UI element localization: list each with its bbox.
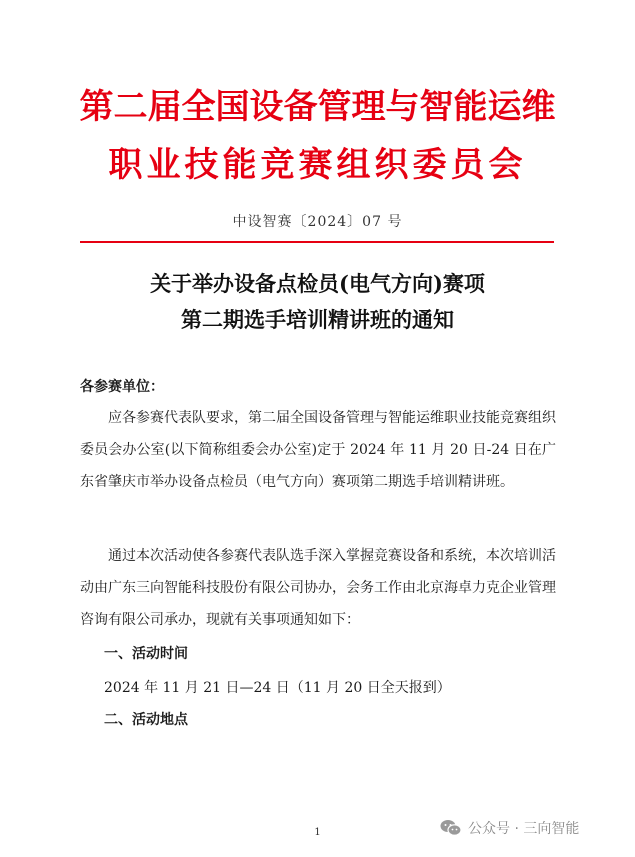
subject-line2: 第二期选手培训精讲班的通知 — [181, 307, 454, 332]
document-number: 中设智赛〔2024〕07 号 — [232, 214, 403, 230]
org-title-line2: 职业技能竞赛组织委员会 — [108, 145, 527, 185]
header-divider — [80, 241, 554, 243]
org-title-line1: 第二届全国设备管理与智能运维 — [79, 87, 556, 127]
subject-line1: 关于举办设备点检员(电气方向)赛项 — [150, 271, 485, 296]
section-content-time: 2024 年 11 月 21 日—24 日（11 月 20 日全天报到） — [104, 680, 451, 696]
wechat-watermark — [440, 818, 579, 838]
section-heading-location: 二、活动地点 — [104, 712, 188, 728]
section-heading-time: 一、活动时间 — [104, 646, 188, 662]
watermark-text: 公众号 · 三向智能 — [468, 821, 580, 837]
paragraph-2: 通过本次活动使各参赛代表队选手深入掌握竞赛设备和系统，本次培训活动由广东三向智能科技股份有限公司协办，会务工作由北京海卓力克企业管理咨询有限公司承办，现就有关事项通知如下： — [80, 548, 556, 628]
wechat-icon — [440, 819, 462, 837]
page-number: 1 — [314, 827, 321, 838]
salutation: 各参赛单位： — [80, 379, 164, 395]
paragraph-1: 应各参赛代表队要求，第二届全国设备管理与智能运维职业技能竞赛组织委员会办公室(以下简称组委会办公室)定于 2024 年 11 月 20 日-24 日在广东省肇庆市举办设备点检员（电气方向）赛项第二期选手培训精讲班。 — [80, 410, 556, 490]
